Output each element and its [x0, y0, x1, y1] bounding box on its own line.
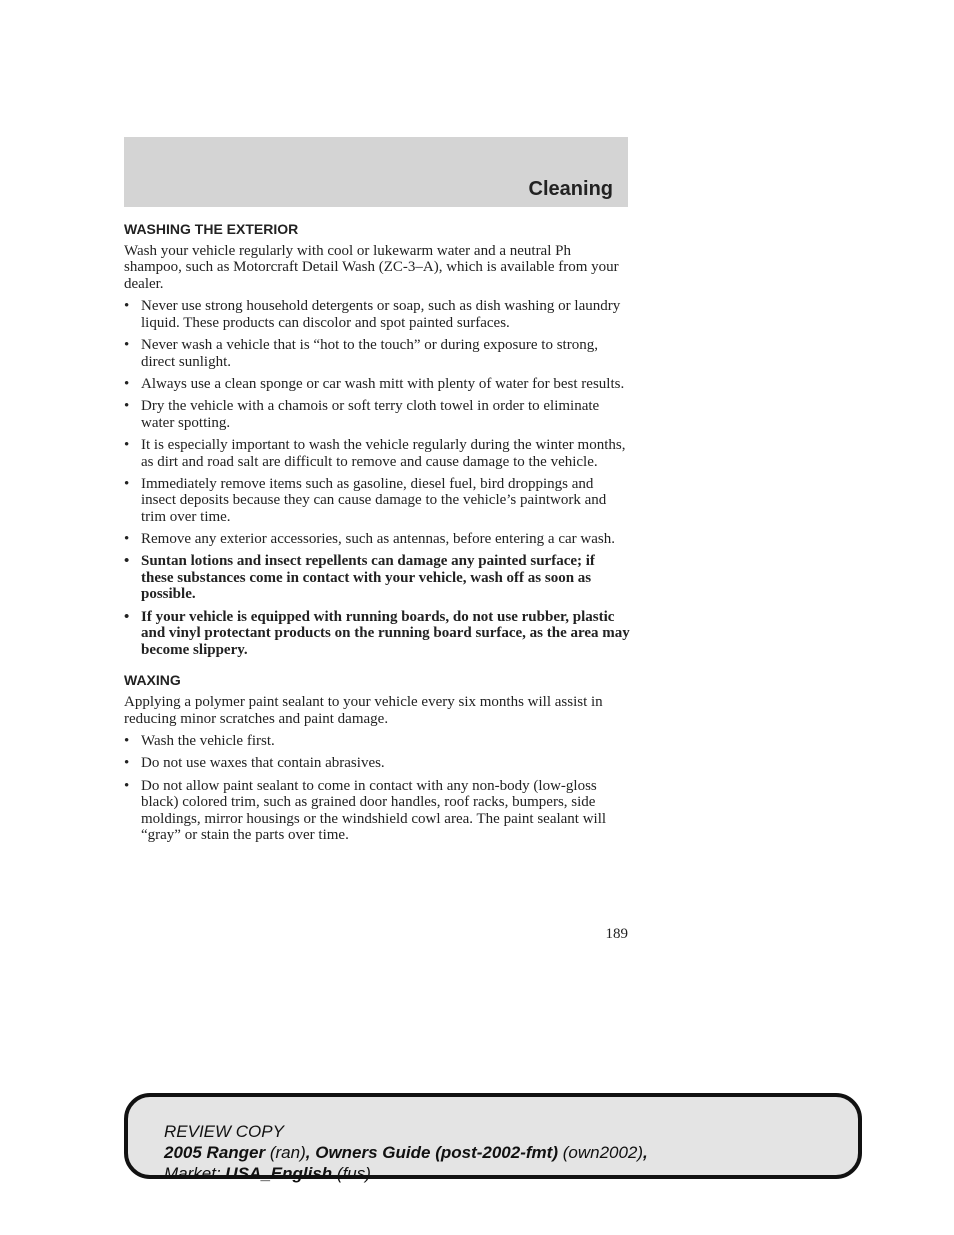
publication-line: 2005 Ranger (ran), Owners Guide (post-2002-fmt) (own2002), [164, 1143, 648, 1162]
bullet-icon: • [124, 777, 130, 794]
warning-list-item: • Suntan lotions and insect repellents can damage any painted surface; if these substances come in contact with your vehicle, wash off as soon as possible. [124, 553, 595, 603]
bullet-icon: • [124, 298, 130, 315]
list-item: • Never wash a vehicle that is “hot to the touch” or during exposure to strong, direct sunlight. [124, 337, 598, 370]
market-line [164, 1163, 648, 1184]
waxing-heading: WAXING [124, 672, 181, 689]
list-item: • Immediately remove items such as gasoline, diesel fuel, bird droppings and insect deposits because they can cause damage to the vehicle’s paintwork and trim over time. [124, 475, 607, 525]
list-item: • Always use a clean sponge or car wash mitt with plenty of water for best results. [124, 375, 625, 392]
washing-heading: WASHING THE EXTERIOR [124, 221, 299, 237]
model-name: 2005 Ranger [164, 1143, 266, 1162]
page-number: 189 [605, 926, 628, 942]
waxing-list [124, 733, 630, 844]
review-copy-label: REVIEW COPY [164, 1122, 284, 1141]
model-code: (ran) [269, 1143, 306, 1162]
list-item: • Never use strong household detergents or soap, such as dish washing or laundry liquid. These products can discolor and spot painted surfaces. [124, 298, 621, 331]
review-copy-footer [124, 1093, 862, 1183]
bullet-icon: • [124, 475, 130, 492]
washing-list [124, 298, 630, 658]
bullet-icon: • [124, 553, 130, 570]
bullet-icon: • [124, 375, 130, 392]
list-item: • Remove any exterior accessories, such as antennas, before entering a car wash. [124, 531, 615, 548]
guide-name: Owners Guide (post-2002-fmt) [315, 1143, 558, 1162]
washing-intro: Wash your vehicle regularly with cool or lukewarm water and a neutral Ph shampoo, such as Motorcraft Detail Wash (ZC-3–A), which is available from your dealer. [124, 242, 619, 292]
market-name: USA_English [225, 1164, 333, 1183]
market-code: (fus) [336, 1164, 371, 1183]
bullet-icon: • [124, 608, 130, 625]
bullet-icon: • [124, 531, 130, 548]
list-item: • Wash the vehicle first. [124, 733, 275, 750]
market-label: Market: [164, 1164, 221, 1183]
list-item: • It is especially important to wash the vehicle regularly during the winter months, as dirt and road salt are difficult to remove and cause damage to the vehicle. [124, 436, 626, 470]
section-header-band [124, 137, 628, 207]
bullet-icon: • [124, 733, 130, 750]
bullet-icon: • [124, 436, 130, 453]
bullet-icon: • [124, 337, 130, 354]
footer-text [164, 1121, 648, 1184]
list-item: • Do not use waxes that contain abrasives. [124, 755, 385, 772]
guide-code: (own2002) [562, 1143, 644, 1162]
list-item: • Do not allow paint sealant to come in contact with any non-body (low-gloss black) colored trim, such as grained door handles, roof racks, bumpers, side moldings, mirror housings or the windshield cowl area. The paint sealant will “gray” or stain the parts over time. [124, 777, 607, 844]
waxing-intro: Applying a polymer paint sealant to your vehicle every six months will assist in reducing minor scratches and paint damage. [124, 694, 603, 727]
warning-list-item: • If your vehicle is equipped with running boards, do not use rubber, plastic and vinyl protectant products on the running board surface, as the area may become slippery. [124, 608, 630, 658]
section-title: Cleaning [528, 178, 613, 200]
bullet-icon: • [124, 755, 130, 772]
bullet-icon: • [124, 398, 130, 415]
page-content [124, 221, 630, 850]
list-item: • Dry the vehicle with a chamois or soft terry cloth towel in order to eliminate water spotting. [124, 398, 600, 431]
